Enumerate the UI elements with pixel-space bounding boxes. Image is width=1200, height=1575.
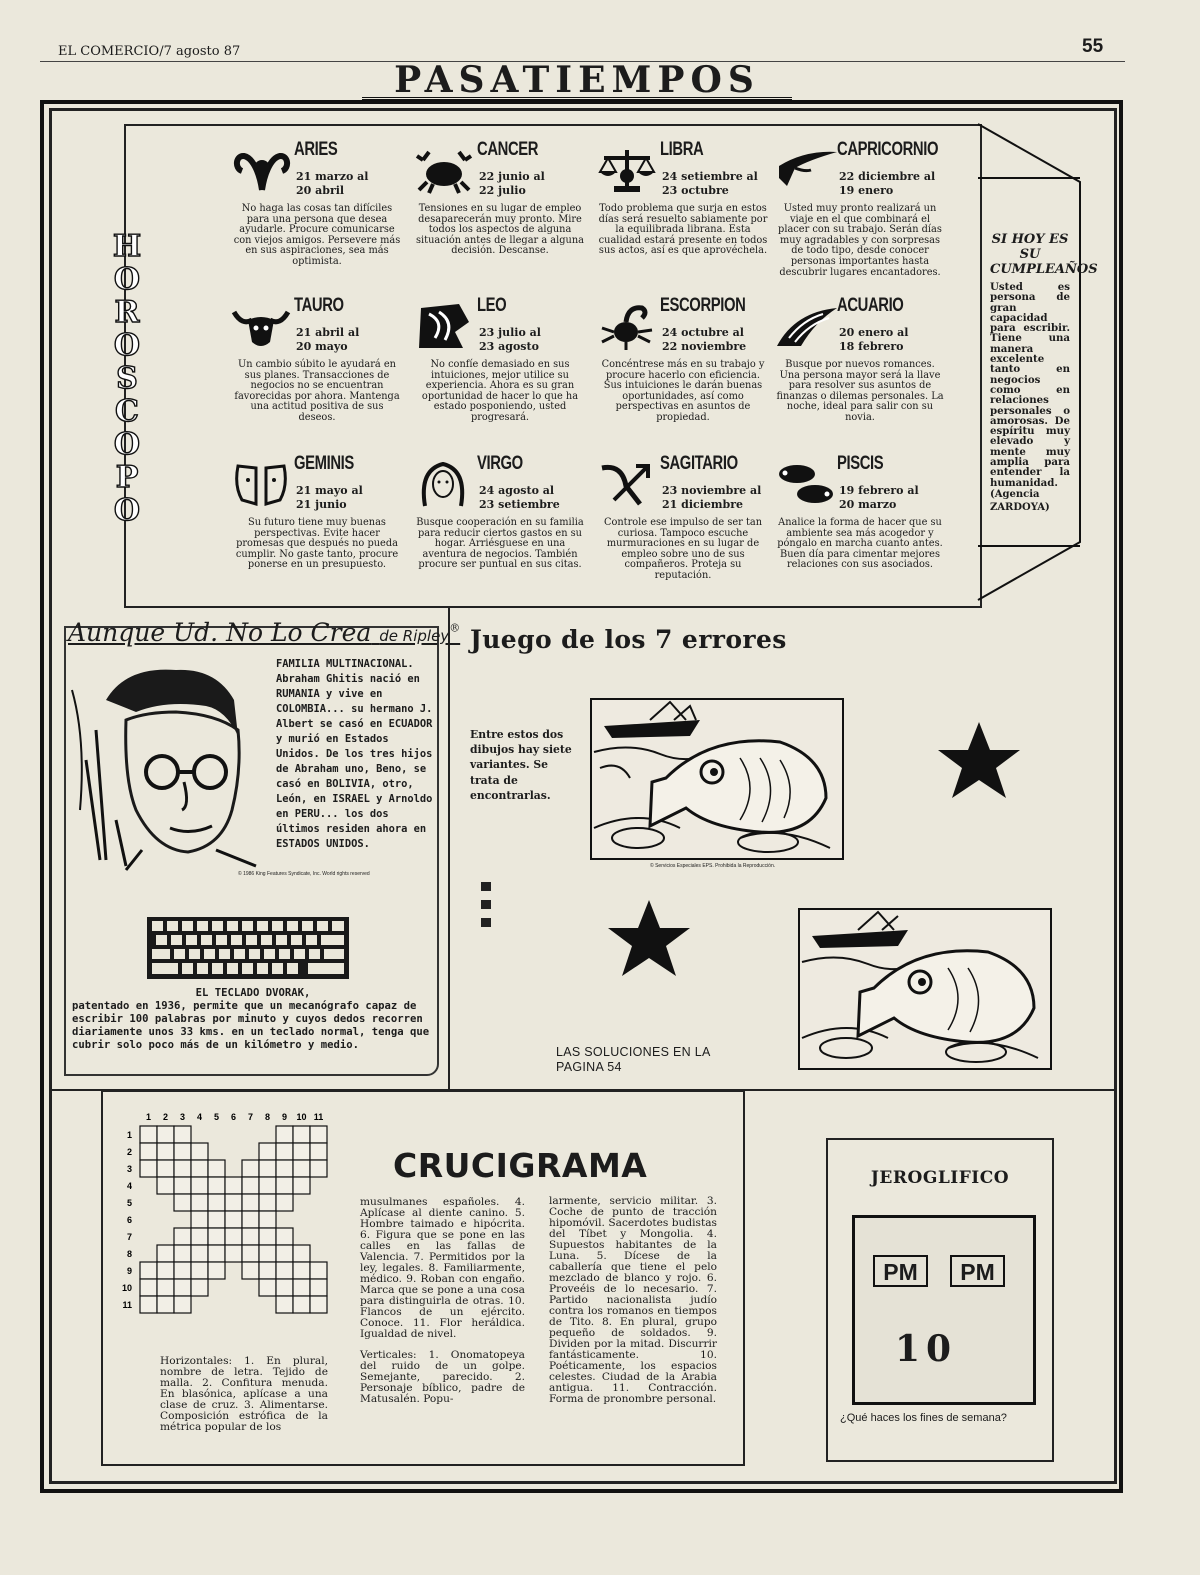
newspaper-dateline: EL COMERCIO/7 agosto 87 [58, 44, 241, 59]
horoscope-side-letter: O [113, 427, 141, 462]
sign-text: Todo problema que surja en estos días será resuelto sabiamente por la equilibrada librana. Esta cualidad estará presente en todos sus actos, así es que aprovéchela. [598, 203, 768, 257]
crossword-cell[interactable] [208, 1194, 225, 1211]
sign-name: CANCER [477, 139, 539, 160]
ripley-brand: de Ripley [379, 627, 450, 645]
jeroglifico-question: ¿Qué haces los fines de semana? [840, 1412, 1007, 1424]
sign-text: Tensiones en su lugar de empleo desaparecerán muy pronto. Mire todos los aspectos de alguna situación antes de llegar a alguna decisión. Descanse. [415, 203, 585, 257]
keyboard-caption-head: EL TECLADO DVORAK, [195, 987, 311, 999]
sign-name: LIBRA [660, 139, 704, 160]
aquarius-icon [775, 302, 839, 352]
horoscope-side-title [98, 230, 156, 527]
crossword-col-number: 8 [264, 1112, 271, 1122]
crossword-cell[interactable] [310, 1296, 327, 1313]
crossword-cell[interactable] [276, 1194, 293, 1211]
sign-text: Un cambio súbito le ayudará en sus planes. Transacciones de negocios no se encuentran favorecidas por ahora. Mantenga una actitud positiva de sus deseos. [234, 359, 400, 423]
crossword-cell[interactable] [174, 1279, 191, 1296]
crossword-cell[interactable] [259, 1228, 276, 1245]
crossword-cell[interactable] [293, 1126, 310, 1143]
crossword-cell[interactable] [293, 1279, 310, 1296]
crossword-cell[interactable] [225, 1245, 242, 1262]
crossword-cell[interactable] [157, 1160, 174, 1177]
horoscope-side-letter: H [112, 229, 142, 264]
crossword-row-number: 1 [126, 1130, 132, 1140]
crossword-cell[interactable] [293, 1262, 310, 1279]
birthday-source: (Agencia ZARDOYA) [990, 489, 1050, 513]
crossword-cell[interactable] [293, 1296, 310, 1313]
crossword-cell[interactable] [174, 1228, 191, 1245]
crossword-cell[interactable] [242, 1262, 259, 1279]
sign-dates: 22 diciembre al 19 enero [839, 170, 936, 197]
crossword-cell[interactable] [293, 1177, 310, 1194]
crossword-cell[interactable] [140, 1279, 157, 1296]
star-icon [606, 898, 692, 978]
sign-dates: 23 julio al 23 agosto [479, 326, 541, 353]
crossword-cell[interactable] [157, 1279, 174, 1296]
crossword-cell[interactable] [157, 1245, 174, 1262]
aries-icon [232, 146, 292, 196]
crossword-cell[interactable] [225, 1228, 242, 1245]
crossword-cell[interactable] [208, 1245, 225, 1262]
crossword-cell[interactable] [208, 1160, 225, 1177]
sign-text: Usted muy pronto realizará un viaje en el que combinará el placer con su trabajo. Serán días muy agradables y con sorpresas de todo tipo, desde conocer personas importantes hasta descubrir lugares encantadores. [778, 203, 942, 278]
crossword-row-number: 7 [126, 1232, 132, 1242]
crossword-clues-column-3: larmente, servicio militar. 3. Coche de punto de tracción hipomóvil. Sacerdotes budistas del Tíbet y Mongolia. 4. Supuestos habitantes de la Luna. 5. Dícese de la caballería que tiene el pelo mezclado de blanco y rojo. 6. Proveéis de lo necesario. 7. Partido nacionalista judío contra los romanos en tiempos de Tito. 8. En plural, grupo pequeño de soldados. 9. Dividen por la mitad. Discurrir fantásticamente. 10. Poéticamente, los espacios celestes. Ciudad de la Arabia antigua. 11. Contracción. Forma de pronombre personal. [549, 1195, 717, 1405]
crossword-cell[interactable] [259, 1262, 276, 1279]
jeroglifico-number: 10 [895, 1328, 958, 1370]
crossword-cell[interactable] [259, 1194, 276, 1211]
crossword-cell[interactable] [225, 1177, 242, 1194]
sign-dates: 23 noviembre al 21 diciembre [662, 484, 762, 511]
jeroglifico-pm-right: PM [950, 1255, 1005, 1287]
crossword-cell[interactable] [191, 1245, 208, 1262]
libra-icon [598, 146, 656, 196]
jeroglifico-title: JEROGLIFICO [870, 1168, 1010, 1188]
crossword-cell[interactable] [276, 1296, 293, 1313]
dvorak-keyboard-illustration [146, 916, 352, 982]
sign-name: CAPRICORNIO [837, 139, 939, 160]
crossword-cell[interactable] [191, 1177, 208, 1194]
crossword-col-number: 6 [230, 1112, 237, 1122]
ripley-story: FAMILIA MULTINACIONAL. Abraham Ghitis nació en RUMANIA y vive en COLOMBIA... su hermano J. Albert se casó en ECUADOR y murió en Estados Unidos. De los tres hijos de Abraham uno, Beno, se casó en BOLIVIA, otro, León, en ISRAEL y Arnoldo en PERU... los dos últimos residen ahora en ESTADOS UNIDOS. [276, 658, 433, 850]
horoscope-side-letter: O [113, 328, 141, 363]
sign-text: Busque cooperación en su familia para reducir ciertos gastos en su hogar. Arriésguese en una aventura de negocios. También procure ser puntual en sus citas. [416, 517, 584, 571]
crossword-row-number: 5 [126, 1198, 132, 1208]
crossword-cell[interactable] [276, 1160, 293, 1177]
crossword-row-number: 2 [126, 1147, 132, 1157]
crossword-cell[interactable] [293, 1143, 310, 1160]
crossword-col-number: 5 [213, 1112, 220, 1122]
crossword-cell[interactable] [208, 1228, 225, 1245]
crossword-cell[interactable] [157, 1296, 174, 1313]
sign-text: Concéntrese más en su trabajo y procure hacerlo con eficiencia. Sus intuiciones le darán buenas oportunidades, así como perspectivas en asuntos de propiedad. [601, 359, 765, 423]
crossword-cell[interactable] [208, 1177, 225, 1194]
crossword-cell[interactable] [157, 1143, 174, 1160]
ripley-portrait-illustration [66, 660, 272, 872]
crossword-cell[interactable] [191, 1279, 208, 1296]
crossword-row-number: 8 [126, 1249, 132, 1259]
horoscope-side-letter: O [113, 493, 141, 528]
ripley-title-text: Aunque Ud. No Lo Crea [68, 618, 372, 647]
jeroglifico-pm-left: PM [873, 1255, 928, 1287]
crossword-title: CRUCIGRAMA [393, 1146, 648, 1185]
page-number: 55 [1082, 36, 1104, 57]
crossword-cell[interactable] [242, 1177, 259, 1194]
keyboard-caption [72, 987, 434, 1052]
sign-dates: 22 junio al 22 julio [479, 170, 545, 197]
crossword-cell[interactable] [242, 1228, 259, 1245]
crossword-cell[interactable] [140, 1126, 157, 1143]
sign-text: No haga las cosas tan difíciles para una persona que desea ayudarle. Procure comunicarse con viejos amigos. Persevere más en sus aspiraciones, sea más optimista. [233, 203, 401, 267]
pisces-icon [775, 460, 839, 510]
crossword-cell[interactable] [157, 1126, 174, 1143]
crossword-cell[interactable] [191, 1194, 208, 1211]
crossword-col-number: 10 [296, 1112, 307, 1122]
crossword-cell[interactable] [174, 1177, 191, 1194]
sign-text: Controle ese impulso de ser tan curiosa. Tampoco escuche murmuraciones en su lugar de empleo sobre uno de sus compañeros. Proteja su reputación. [603, 517, 763, 581]
horoscope-side-letter: P [115, 460, 139, 495]
crossword-col-number: 3 [179, 1112, 186, 1122]
fish-drawing-bottom [798, 908, 1052, 1070]
crossword-cell[interactable] [140, 1296, 157, 1313]
crossword-row-number: 9 [126, 1266, 132, 1276]
crossword-cell[interactable] [259, 1177, 276, 1194]
sign-dates: 19 febrero al 20 marzo [839, 484, 919, 511]
crossword-col-number: 4 [196, 1112, 203, 1122]
keyboard-caption-text: patentado en 1936, permite que un mecanógrafo capaz de escribir 100 palabras por minuto y cuyos dedos recorren diariamente unos 33 kms. en un teclado normal, tenga que cubrir solo poco más de un kilómetro y medio. [72, 1000, 430, 1051]
sign-dates: 21 abril al 20 mayo [296, 326, 360, 353]
sign-name: VIRGO [477, 453, 523, 474]
crossword-cell[interactable] [174, 1296, 191, 1313]
cancer-icon [415, 146, 473, 196]
crossword-cell[interactable] [174, 1143, 191, 1160]
crossword-cell[interactable] [174, 1245, 191, 1262]
sign-name: PISCIS [837, 453, 884, 474]
crossword-cell[interactable] [310, 1262, 327, 1279]
errors-title: Juego de los 7 errores [470, 625, 787, 654]
errors-intro: Entre estos dos dibujos hay siete variantes. Se trata de encontrarlas. [470, 728, 572, 802]
crossword-row-number: 4 [126, 1181, 132, 1191]
virgo-icon [415, 460, 473, 510]
crossword-cell[interactable] [310, 1126, 327, 1143]
crossword-cell[interactable] [140, 1143, 157, 1160]
crossword-cell[interactable] [242, 1194, 259, 1211]
crossword-cell[interactable] [157, 1262, 174, 1279]
sign-dates: 21 marzo al 20 abril [296, 170, 369, 197]
crossword-cell[interactable] [259, 1160, 276, 1177]
ripley-copyright: © 1986 King Features Syndicate, Inc. World rights reserved [238, 871, 370, 877]
crossword-cell[interactable] [191, 1211, 208, 1228]
crossword-cell[interactable] [293, 1160, 310, 1177]
ripley-registered: ® [449, 621, 461, 635]
ellipsis-dots-icon [480, 880, 494, 932]
crossword-cell[interactable] [140, 1160, 157, 1177]
crossword-cell[interactable] [310, 1160, 327, 1177]
crossword-cell[interactable] [259, 1143, 276, 1160]
birthday-title: SI HOY ES SU CUMPLEAÑOS [990, 232, 1098, 277]
sign-dates: 20 enero al 18 febrero [839, 326, 909, 353]
crossword-col-number: 11 [313, 1112, 324, 1122]
leo-icon [415, 302, 473, 352]
sign-name: GEMINIS [294, 453, 354, 474]
horoscope-side-letter: C [115, 394, 139, 429]
crossword-cell[interactable] [191, 1228, 208, 1245]
horoscope-side-letter: R [114, 295, 140, 330]
crossword-col-number: 1 [145, 1112, 152, 1122]
crossword-cell[interactable] [225, 1211, 242, 1228]
crossword-col-number: 9 [281, 1112, 288, 1122]
crossword-cell[interactable] [310, 1143, 327, 1160]
crossword-cell[interactable] [276, 1177, 293, 1194]
sign-dates: 24 setiembre al 23 octubre [662, 170, 758, 197]
crossword-cell[interactable] [208, 1262, 225, 1279]
crossword-cell[interactable] [293, 1245, 310, 1262]
crossword-col-number: 7 [247, 1112, 254, 1122]
crossword-cell[interactable] [276, 1279, 293, 1296]
crossword-cell[interactable] [259, 1245, 276, 1262]
crossword-cell[interactable] [242, 1211, 259, 1228]
crossword-cell[interactable] [157, 1177, 174, 1194]
horoscope-side-letter: O [113, 262, 141, 297]
crossword-cell[interactable] [242, 1245, 259, 1262]
crossword-horizontal-clues-cont: musulmanes españoles. 4. Aplícase al diente canino. 5. Hombre taimado e hipócrita. 6. Figura que se pone en las calles en las fallas de Valencia. 7. Permitidos por la ley, legales. 8. Familiarmente, médico. 9. Roban con engaño. Marca que se pone a una cosa para distinguirla de otras. 10. Flancos de un ejército. Conoce. 11. Flor heráldica. Igualdad de nivel. [360, 1196, 525, 1340]
crossword-row-number: 3 [126, 1164, 132, 1174]
sagittarius-icon [598, 460, 656, 510]
crossword-cell[interactable] [174, 1126, 191, 1143]
ripley-title [68, 618, 460, 647]
horoscope-side-letter: S [116, 361, 138, 396]
errors-copyright: © Servicios Especiales EPS. Prohibida la Reproducción. [650, 863, 776, 869]
crossword-cell[interactable] [191, 1160, 208, 1177]
column-divider [448, 606, 450, 1090]
crossword-vertical-clues: Verticales: 1. Onomatopeya del ruido de un golpe. Semejante, parecido. 2. Personaje bíblico, padre de Matusalén. Popu- [360, 1349, 525, 1405]
crossword-cell[interactable] [242, 1160, 259, 1177]
sign-text: Busque por nuevos romances. Una persona mayor será la llave para resolver sus asuntos de finanzas o dilemas personales. La noche, ideal para salir con su novia. [776, 359, 944, 423]
sign-name: ACUARIO [837, 295, 904, 316]
sign-dates: 24 agosto al 23 setiembre [479, 484, 560, 511]
crossword-horizontal-clues: Horizontales: 1. En plural, nombre de letra. Tejido de malla. 2. Confitura menuda. En blasónica, aplícase a una clase de cruz. 3. Alimentarse. Composición estrófica de la métrica popular de los [160, 1355, 328, 1433]
crossword-cell[interactable] [140, 1262, 157, 1279]
crossword-cell[interactable] [310, 1279, 327, 1296]
crossword-col-number: 2 [162, 1112, 169, 1122]
crossword-cell[interactable] [208, 1211, 225, 1228]
sign-dates: 21 mayo al 21 junio [296, 484, 363, 511]
sign-name: ARIES [294, 139, 338, 160]
crossword-cell[interactable] [259, 1211, 276, 1228]
crossword-cell[interactable] [191, 1143, 208, 1160]
crossword-row-number: 6 [126, 1215, 132, 1225]
sign-dates: 24 octubre al 22 noviembre [662, 326, 747, 353]
crossword-cell[interactable] [191, 1262, 208, 1279]
crossword-grid [118, 1110, 350, 1310]
sign-text: Analice la forma de hacer que su ambiente sea más acogedor y póngalo en marcha cuanto antes. Buen día para cimentar mejores relaciones con sus asociados. [777, 517, 943, 571]
taurus-icon [232, 302, 290, 352]
sign-name: TAURO [294, 295, 344, 316]
jeroglifico-puzzle [852, 1215, 1036, 1405]
fish-drawing-top [590, 698, 844, 860]
crossword-cell[interactable] [225, 1194, 242, 1211]
birthday-text: Usted es persona de gran capacidad para escribir. Tiene una manera excelente tanto en negocios como en relaciones personales o amorosas. De espíritu muy elevado y mente muy amplia para entender la humanidad. [990, 281, 1070, 489]
crossword-cell[interactable] [276, 1245, 293, 1262]
crossword-cell[interactable] [174, 1194, 191, 1211]
star-icon [936, 720, 1022, 800]
crossword-row-number: 10 [121, 1283, 132, 1293]
crossword-cell[interactable] [259, 1279, 276, 1296]
capricorn-icon [775, 146, 839, 196]
crossword-clues-column-2 [360, 1197, 525, 1405]
crossword-cell[interactable] [276, 1126, 293, 1143]
sign-name: ESCORPION [660, 295, 746, 316]
scorpio-icon [598, 302, 656, 352]
crossword-cell[interactable] [174, 1160, 191, 1177]
sign-name: LEO [477, 295, 507, 316]
sign-text: Su futuro tiene muy buenas perspectivas. Evite hacer promesas que después no pueda cumplir. No gaste tanto, procure ponerse en un presupuesto. [235, 517, 399, 571]
crossword-cell[interactable] [174, 1262, 191, 1279]
errors-solutions-note: LAS SOLUCIONES EN LA PAGINA 54 [556, 1045, 710, 1074]
sign-name: SAGITARIO [660, 453, 738, 474]
crossword-cell[interactable] [276, 1228, 293, 1245]
crossword-cell[interactable] [276, 1262, 293, 1279]
section-title: PASATIEMPOS [362, 60, 792, 100]
crossword-cell[interactable] [276, 1143, 293, 1160]
crossword-row-number: 11 [122, 1300, 132, 1310]
gemini-icon [232, 460, 290, 510]
sign-text: No confíe demasiado en sus intuiciones, mejor utilice su experiencia. Ahora es su gran oportunidad de hacer lo que ha estado posponiendo, usted progresará. [421, 359, 579, 423]
